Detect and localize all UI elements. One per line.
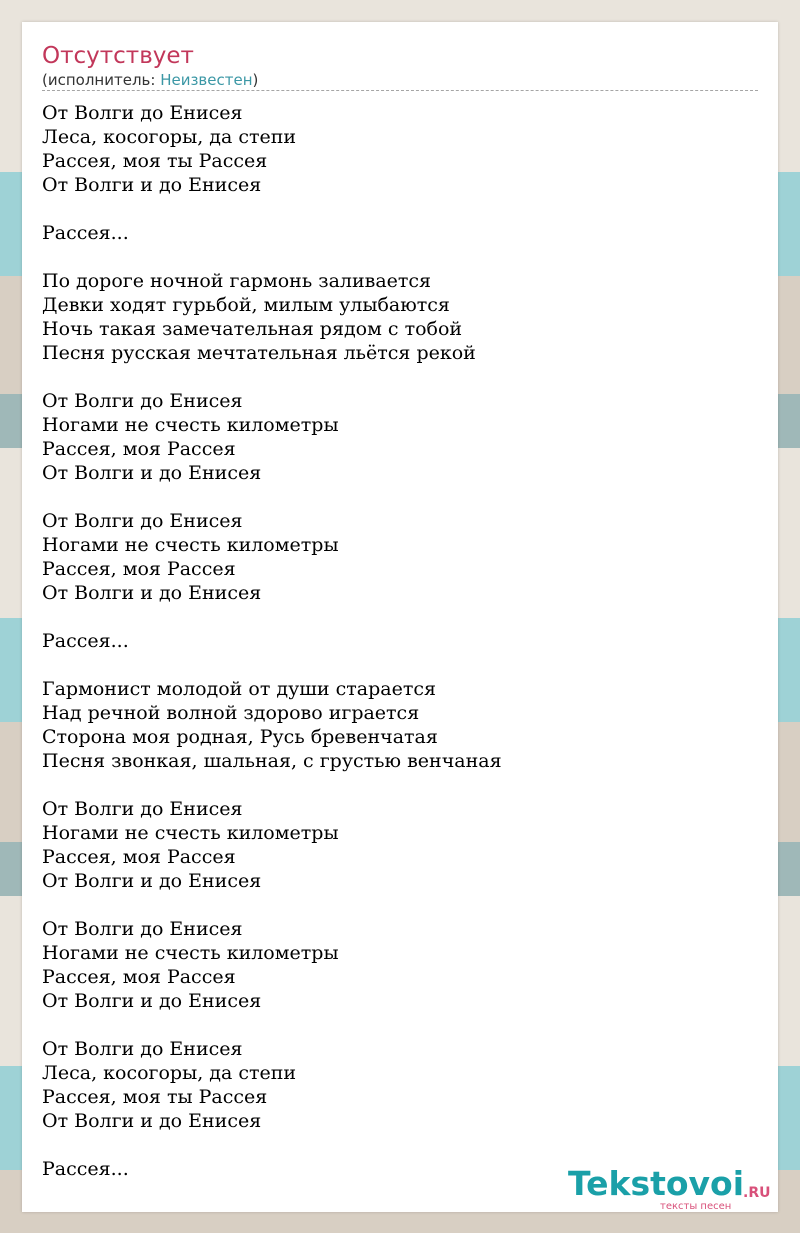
artist-suffix: ) [252,71,259,89]
artist-prefix: (исполнитель: [42,71,161,89]
lyric-line: Рассея... [42,630,129,652]
divider [42,90,758,91]
logo-name: Tekstovoi [568,1164,745,1203]
lyric-line: От Волги и до Енисея [42,462,262,484]
lyric-blank-line [42,365,502,389]
lyric-line: От Волги до Енисея [42,102,243,124]
lyric-line: От Волги до Енисея [42,798,243,820]
lyric-line: Рассея... [42,222,129,244]
lyric-line: Рассея, моя Рассея [42,846,236,868]
lyric-line: Рассея, моя Рассея [42,438,236,460]
lyric-blank-line [42,653,502,677]
lyric-line: От Волги и до Енисея [42,174,262,196]
lyric-line: Ночь такая замечательная рядом с тобой [42,318,463,340]
logo-tld: .RU [743,1185,771,1201]
lyric-line: Рассея, моя ты Рассея [42,150,268,172]
site-logo[interactable] [568,1166,778,1212]
lyric-line: От Волги до Енисея [42,1038,243,1060]
lyric-line: Рассея, моя ты Рассея [42,1086,268,1108]
lyric-line: Гармонист молодой от души старается [42,678,436,700]
song-title: Отсутствует [42,43,194,69]
lyric-line: Рассея... [42,1158,129,1180]
lyric-line: Ногами не счесть километры [42,822,339,844]
lyric-line: Рассея, моя Рассея [42,966,236,988]
lyrics-card [22,22,778,1212]
lyric-blank-line [42,773,502,797]
lyric-line: От Волги до Енисея [42,510,243,532]
lyric-line: От Волги и до Енисея [42,1110,262,1132]
lyric-line: От Волги и до Енисея [42,582,262,604]
lyric-blank-line [42,245,502,269]
lyric-line: От Волги и до Енисея [42,990,262,1012]
lyric-line: Девки ходят гурьбой, милым улыбаются [42,294,450,316]
lyric-blank-line [42,893,502,917]
lyric-line: Леса, косогоры, да степи [42,1062,297,1084]
lyric-line: Ногами не счесть километры [42,534,339,556]
lyric-line: Ногами не счесть километры [42,942,339,964]
lyric-line: Песня русская мечтательная льётся рекой [42,342,476,364]
lyric-line: Сторона моя родная, Русь бревенчатая [42,726,438,748]
lyric-blank-line [42,1133,502,1157]
lyric-blank-line [42,605,502,629]
lyric-blank-line [42,197,502,221]
artist-link[interactable]: Неизвестен [160,71,253,89]
lyric-blank-line [42,1013,502,1037]
lyric-line: От Волги до Енисея [42,918,243,940]
lyric-line: Над речной волной здорово играется [42,702,420,724]
lyric-blank-line [42,485,502,509]
lyric-line: Леса, косогоры, да степи [42,126,297,148]
lyric-line: Ногами не счесть километры [42,414,339,436]
lyric-line: От Волги и до Енисея [42,870,262,892]
lyric-line: От Волги до Енисея [42,390,243,412]
lyric-line: По дороге ночной гармонь заливается [42,270,432,292]
artist-line [42,70,258,90]
lyric-line: Рассея, моя Рассея [42,558,236,580]
logo-tagline: тексты песен [660,1201,732,1212]
lyrics-text [42,101,502,1181]
lyric-line: Песня звонкая, шальная, с грустью венчаная [42,750,502,772]
